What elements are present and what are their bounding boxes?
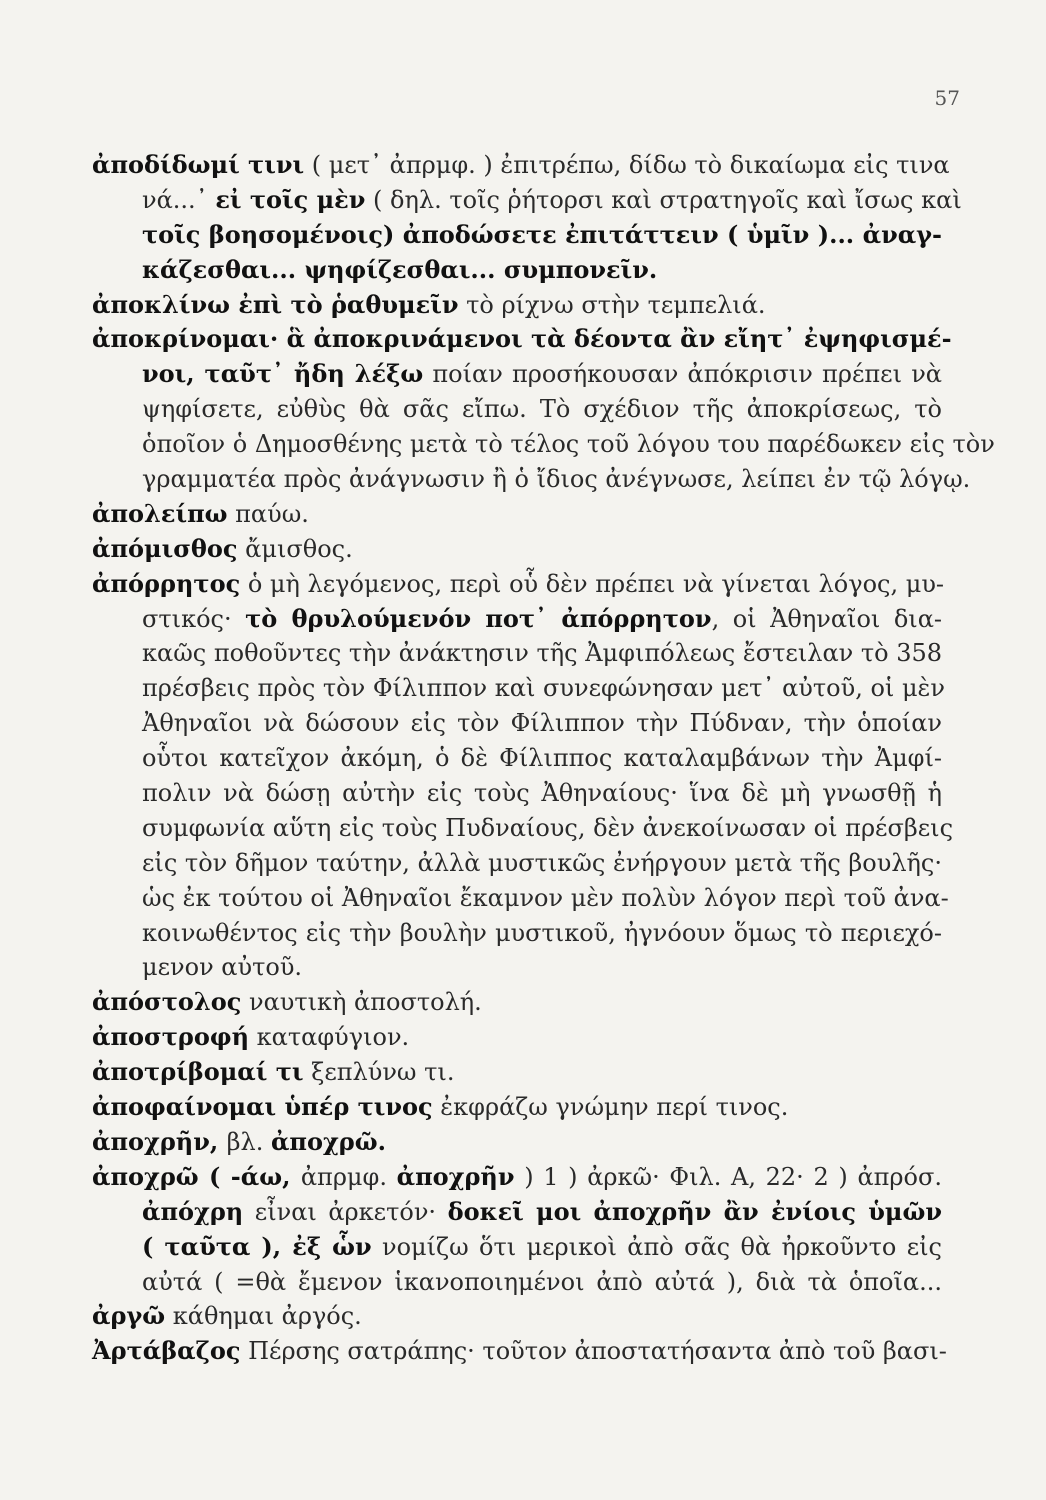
definition-text: εἶναι ἀρκετόν·: [243, 1197, 448, 1226]
definition-text: ἀπρμφ.: [300, 1162, 397, 1191]
definition-text: Ἀθηναῖοι νὰ δώσουν εἰς τὸν Φίλιππον τὴν Πύδναν, τὴν ὁποίαν: [142, 709, 942, 738]
definition-text: ναυτικὴ ἀποστολή.: [241, 988, 482, 1017]
headword: ἀποχρῆν: [396, 1161, 515, 1191]
definition-text: ὡς ἐκ τούτου οἱ Ἀθηναῖοι ἔκαμνον μὲν πολὺν λόγον περὶ τοῦ ἀνα-: [142, 883, 949, 912]
definition-text: ποίαν προσήκουσαν ἀπόκρισιν πρέπει νὰ: [423, 360, 942, 389]
text-line: [92, 357, 942, 392]
text-line: [92, 846, 942, 881]
text-line: [92, 1195, 942, 1230]
definition-text: καταφύγιον.: [249, 1023, 410, 1052]
headword: ἀπολείπω: [92, 498, 228, 528]
headword: ἀπόρρητος: [92, 568, 241, 598]
headword: ( ταῦτα ), ἐξ ὧν: [142, 1231, 372, 1261]
text-line: [92, 741, 942, 776]
text-line: [92, 288, 942, 323]
text-line: [92, 148, 950, 183]
text-line: [92, 1265, 942, 1300]
text-line: [92, 602, 942, 637]
definition-text: οὗτοι κατεῖχον ἀκόμη, ὁ δὲ Φίλιππος καταλαμβάνων τὴν Ἀμφί-: [142, 744, 942, 773]
definition-text: γραμματέα πρὸς ἀνάγνωσιν ἢ ὁ ἴδιος ἀνέγνωσε, λείπει ἐν τῷ λόγῳ.: [142, 465, 971, 494]
definition-text: νά...᾽: [142, 185, 216, 214]
text-line: [92, 636, 942, 671]
headword: ἀποφαίνομαι ὑπέρ τινος: [92, 1092, 433, 1122]
definition-text: αὐτά ( =θὰ ἔμενον ἱκανοποιημένοι ἀπὸ αὐτά ), διὰ τὰ ὁποῖα...: [142, 1267, 942, 1296]
text-line: [92, 706, 942, 741]
headword: ἀποκρίνομαι· ἃ ἀποκρινάμενοι τὰ δέοντα ἂν εἴητ᾽ ἐψηφισμέ-: [92, 324, 952, 354]
definition-text: πρέσβεις πρὸς τὸν Φίλιππον καὶ συνεφώνησαν μετ᾽ αὐτοῦ, οἱ μὲν: [142, 674, 946, 703]
headword: ἀποκλίνω ἐπὶ τὸ ῥαθυμεῖν: [92, 289, 459, 319]
text-line: [92, 950, 942, 985]
definition-text: ὁ μὴ λεγόμενος, περὶ οὗ δὲν πρέπει νὰ γίνεται λόγος, μυ-: [240, 569, 945, 598]
text-line: [92, 1230, 942, 1265]
definition-text: νομίζω ὅτι μερικοὶ ἀπὸ σᾶς θὰ ἠρκοῦντο εἰς: [371, 1232, 942, 1261]
definition-text: στικός·: [142, 604, 246, 633]
definition-text: ( δηλ. τοῖς ῥήτορσι καὶ στρατηγοῖς καὶ ἴσως καὶ: [365, 185, 962, 214]
headword: νοι, ταῦτ᾽ ἤδη λέξω: [142, 359, 424, 389]
definition-text: κοινωθέντος εἰς τὴν βουλὴν μυστικοῦ, ἠγνόουν ὅμως τὸ περιεχό-: [142, 918, 942, 947]
headword: ἀποχρῆν,: [92, 1126, 227, 1156]
text-line: [92, 183, 962, 218]
headword: ἀπόμισθος: [92, 533, 238, 563]
definition-text: ὁποῖον ὁ Δημοσθένης μετὰ τὸ τέλος τοῦ λόγου του παρέδωκεν εἰς τὸν: [142, 430, 995, 459]
definition-text: εἰς τὸν δῆμον ταύτην, ἀλλὰ μυστικῶς ἐνήργουν μετὰ τῆς βουλῆς·: [142, 848, 942, 877]
text-line: [92, 1299, 942, 1334]
headword: τὸ θρυλούμενόν ποτ᾽ ἀπόρρητον: [245, 603, 712, 633]
definition-text: , οἱ Ἀθηναῖοι δια-: [711, 604, 943, 633]
definition-text: ) 1 ) ἀρκῶ· Φιλ. Α, 22· 2 ) ἀπρόσ.: [514, 1162, 943, 1191]
headword: ἀπόστολος: [92, 987, 242, 1017]
definition-text: συμφωνία αὕτη εἰς τοὺς Πυδναίους, δὲν ἀνεκοίνωσαν οἱ πρέσβεις: [142, 813, 954, 842]
definition-text: ( μετ᾽ ἀπρμφ. ) ἐπιτρέπω, δίδω τὸ δικαίωμα εἰς τινα: [304, 151, 950, 179]
headword: ἀργῶ: [92, 1301, 166, 1331]
text-line: [92, 671, 946, 706]
headword: ἀποχρῶ ( -άω,: [92, 1161, 301, 1191]
text-line: [92, 985, 942, 1020]
definition-text: ἄμισθος.: [237, 534, 353, 563]
headword: ἀποτρίβομαί τι: [92, 1057, 304, 1087]
definition-text: καῶς ποθοῦντες τὴν ἀνάκτησιν τῆς Ἀμφιπόλεως ἔστειλαν τὸ 358: [142, 639, 943, 668]
text-line: [92, 1090, 942, 1125]
headword: ἀποχρῶ.: [270, 1126, 386, 1156]
definition-text: κάθημαι ἀργός.: [165, 1302, 362, 1331]
text-line: [92, 1160, 942, 1195]
definition-text: ψηφίσετε, εὐθὺς θὰ σᾶς εἴπω. Τὸ σχέδιον τῆς ἀποκρίσεως, τὸ: [142, 395, 942, 424]
definition-text: Πέρσης σατράπης· τοῦτον ἀποστατήσαντα ἀπὸ τοῦ βασι-: [240, 1337, 947, 1366]
text-line: [92, 1125, 942, 1160]
text-line: [92, 567, 945, 602]
definition-text: παύω.: [227, 499, 309, 528]
headword: Ἀρτάβαζος: [92, 1336, 241, 1366]
text-line: [92, 322, 952, 357]
headword: εἰ τοῖς μὲν: [215, 184, 366, 214]
definition-text: τὸ ρίχνω στὴν τεμπελιά.: [458, 290, 766, 319]
text-line: [92, 497, 942, 532]
headword: ἀποστροφή: [92, 1022, 250, 1052]
headword: δοκεῖ μοι ἀποχρῆν ἂν ἐνίοις ὑμῶν: [447, 1196, 943, 1226]
text-line: [92, 1055, 942, 1090]
text-line: [92, 881, 949, 916]
text-line: [92, 427, 995, 462]
page-number: 57: [934, 86, 960, 110]
text-line: [92, 811, 954, 846]
definition-text: μενον αὐτοῦ.: [142, 953, 303, 982]
text-line: [92, 1334, 947, 1369]
text-line: [92, 916, 942, 951]
headword: κάζεσθαι... ψηφίζεσθαι... συμπονεῖν.: [142, 254, 658, 284]
text-line: [92, 392, 942, 427]
headword: ἀποδίδωμί τινι: [92, 150, 305, 179]
definition-text: πολιν νὰ δώσῃ αὐτὴν εἰς τοὺς Ἀθηναίους· ἵνα δὲ μὴ γνωσθῇ ἡ: [142, 779, 942, 808]
text-line: [92, 462, 971, 497]
text-line: [92, 1020, 942, 1055]
definition-text: ξεπλύνω τι.: [303, 1058, 455, 1087]
text-line: [92, 253, 942, 288]
definition-text: βλ.: [226, 1127, 271, 1156]
page-body: [92, 148, 995, 1369]
headword: τοῖς βοησομένοις) ἀποδώσετε ἐπιτάττειν ( ὑμῖν )... ἀναγ-: [142, 219, 942, 249]
text-line: [92, 532, 942, 567]
text-line: [92, 218, 942, 253]
text-line: [92, 776, 942, 811]
headword: ἀπόχρη: [142, 1196, 244, 1226]
definition-text: ἐκφράζω γνώμην περί τινος.: [432, 1093, 789, 1122]
